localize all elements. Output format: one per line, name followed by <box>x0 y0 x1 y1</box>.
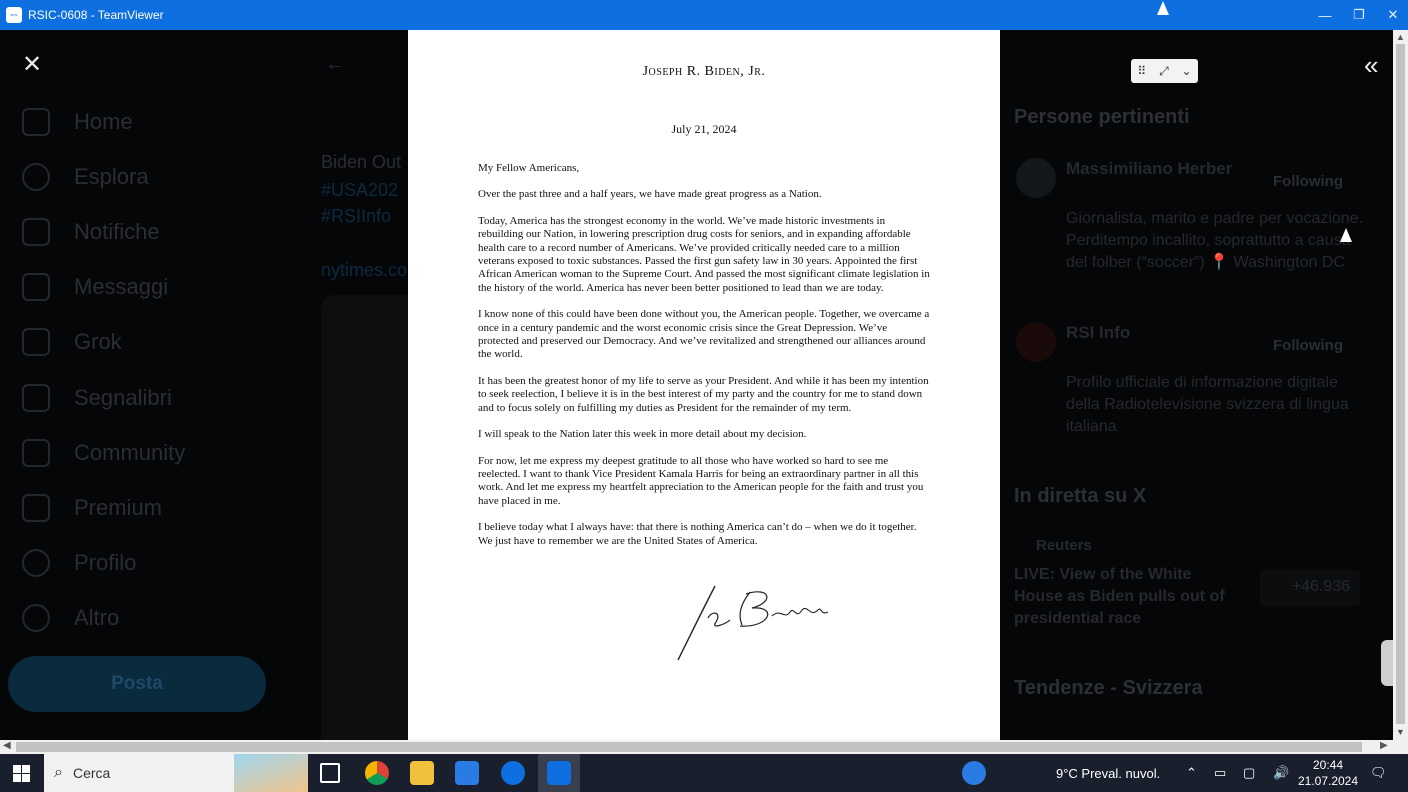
scroll-down-icon[interactable]: ▼ <box>1396 727 1405 737</box>
drag-handle-icon[interactable]: ⠿ <box>1137 64 1147 78</box>
fullscreen-icon[interactable]: ⤢ <box>1159 63 1169 78</box>
bell-icon <box>22 218 50 246</box>
letter-paragraph: I know none of this could have been done without you, the American people. Together, we overcame a once in a century pandemic and the worst economic crisis since the Great Depression. We’ve protected and preserved our Democracy. And we’ve revitalized and strengthened our alliances around the world. <box>478 308 930 361</box>
minimize-icon[interactable]: — <box>1318 7 1332 23</box>
search-icon: ⌕ <box>54 764 63 781</box>
clock[interactable] <box>1297 754 1359 792</box>
task-view-icon[interactable] <box>320 763 340 783</box>
person-name[interactable]: RSI Info <box>1066 323 1131 342</box>
chevron-up-icon[interactable]: ⌃ <box>1186 765 1197 780</box>
nav-label: Profilo <box>74 550 137 575</box>
letter-paragraph: I will speak to the Nation later this week in more detail about my decision. <box>478 428 807 441</box>
vertical-scrollbar[interactable] <box>1393 30 1408 740</box>
nav-label: Grok <box>74 329 122 354</box>
nav-bookmarks[interactable] <box>22 378 172 418</box>
nav-more[interactable] <box>22 598 119 638</box>
search-icon <box>22 163 50 191</box>
grok-icon <box>22 328 50 356</box>
letter-paragraph: For now, let me express my deepest gratitude to all those who have worked so hard to see me reelected. I want to thank Vice President Kamala Harris for being an extraordinary partner in all this work. And let me express my heartfelt appreciation to the American people for the faith and trust you have placed in me. <box>478 454 924 507</box>
person-name[interactable]: Massimiliano Herber <box>1066 159 1233 178</box>
search-label: Cerca <box>72 765 111 781</box>
network-icon[interactable]: ▢ <box>1243 765 1256 780</box>
person-bio: Profilo ufficiale di informazione digitale della Radiotelevisione svizzera di lingua italiana <box>1066 374 1349 435</box>
clock-time: 20:44 <box>1312 758 1344 772</box>
letter-paragraph: It has been the greatest honor of my life to serve as your President. And while it has been my intention to seek reelection, I believe it is in the best interest of my party and the country for me to stand down and to focus solely on fulfilling my duties as President for the remainder of my term. <box>478 374 929 414</box>
collapse-panel-icon[interactable]: « <box>1364 50 1379 80</box>
active-app-highlight[interactable] <box>538 754 580 792</box>
nav-label: Altro <box>74 605 120 630</box>
window-titlebar <box>0 0 1408 30</box>
signature <box>670 580 840 670</box>
nav-messages[interactable] <box>22 267 168 307</box>
taskbar-search[interactable] <box>44 754 308 792</box>
nav-label: Segnalibri <box>74 385 172 410</box>
scroll-right-icon[interactable]: ▶ <box>1380 740 1388 751</box>
letter-paragraph: Today, America has the strongest economy in the world. We’ve made historic investments in rebuilding our Nation, in lowering prescription drug costs for seniors, and in expanding affordable health care to a record number of Americans. We’ve provided critically needed care to a million veterans exposed to toxic substances. Passed the first gun safety law in 30 years. Appointed the first African American woman to the Supreme Court. And passed the most significant climate legislation in the history of the world. America has never been better positioned to lead than we are today. <box>478 214 930 294</box>
notifications-icon[interactable]: 🗨 <box>1370 765 1387 780</box>
live-heading: In diretta su X <box>1014 485 1147 507</box>
scroll-thumb[interactable] <box>16 742 1362 752</box>
close-media-icon[interactable]: ✕ <box>22 51 43 78</box>
letter-body <box>478 162 930 561</box>
trends-heading: Tendenze - Svizzera <box>1014 677 1203 699</box>
side-tab[interactable] <box>1381 640 1393 686</box>
clock-date: 21.07.2024 <box>1297 774 1359 788</box>
battery-icon[interactable]: ▭ <box>1214 765 1227 780</box>
nav-label: Esplora <box>74 164 149 189</box>
window-title: RSIC-0608 - TeamViewer <box>28 8 164 22</box>
letter-paragraph: I believe today what I always have: that there is nothing America can’t do – when we do it together. We just have to remember we are the United States of America. <box>478 521 917 547</box>
more-icon <box>22 604 50 632</box>
letter-image <box>408 30 1000 740</box>
post-button[interactable]: Posta <box>8 656 266 712</box>
file-explorer-icon[interactable] <box>410 761 434 785</box>
right-sidebar <box>1000 30 1393 740</box>
bookmark-icon <box>22 384 50 412</box>
weather[interactable]: 9°C Preval. nuvol. <box>1056 765 1161 781</box>
live-title[interactable]: LIVE: View of the White House as Biden pulls out of presidential race <box>1014 566 1225 627</box>
remote-screen[interactable] <box>0 30 1393 740</box>
start-windows-icon[interactable] <box>13 765 30 782</box>
nav-label: Notifiche <box>74 219 160 244</box>
x-logo-icon <box>22 494 50 522</box>
profile-icon <box>22 549 50 577</box>
nav-notifications[interactable] <box>22 212 160 252</box>
teamviewer-session-icon <box>547 761 571 785</box>
teamviewer-icon[interactable] <box>501 761 525 785</box>
back-arrow-icon[interactable]: ← <box>325 53 345 75</box>
hashtag-fragment[interactable]: #USA202 <box>321 180 399 200</box>
nav-explore[interactable] <box>22 157 149 197</box>
help-icon[interactable] <box>962 761 986 785</box>
teamviewer-toolbar[interactable] <box>1131 59 1198 83</box>
chrome-icon[interactable] <box>365 761 389 785</box>
avatar[interactable] <box>1016 158 1056 198</box>
letter-date: July 21, 2024 <box>671 122 737 136</box>
taskbar <box>0 754 1408 792</box>
nav-grok[interactable] <box>22 322 122 362</box>
close-window-icon[interactable]: ✕ <box>1387 7 1399 22</box>
letter-salutation: My Fellow Americans, <box>478 162 580 174</box>
volume-icon[interactable]: 🔊 <box>1273 765 1290 780</box>
teamviewer-logo-icon: ⇔ <box>6 7 22 23</box>
letter-paragraph: Over the past three and a half years, we have made great progress as a Nation. <box>478 188 822 201</box>
scroll-thumb[interactable] <box>1396 44 1405 724</box>
hashtag-fragment[interactable]: #RSIInfo <box>321 206 392 226</box>
scroll-up-icon[interactable]: ▲ <box>1396 32 1405 42</box>
mouse-cursor-icon <box>1340 228 1352 242</box>
link-fragment[interactable]: nytimes.co <box>321 260 408 280</box>
restore-icon[interactable]: ❐ <box>1353 7 1365 22</box>
nav-community[interactable] <box>22 433 185 473</box>
remote-cursor-icon <box>1157 1 1169 15</box>
nav-label: Messaggi <box>74 274 169 299</box>
horizontal-scrollbar[interactable] <box>0 740 1408 754</box>
community-icon <box>22 439 50 467</box>
nav-profile[interactable] <box>22 543 136 583</box>
following-button[interactable]: Following <box>1273 336 1343 354</box>
mail-icon <box>22 273 50 301</box>
live-listener-count: +46.936 <box>1260 570 1360 606</box>
chevron-down-icon[interactable]: ⌄ <box>1181 64 1192 78</box>
media-card <box>321 295 411 740</box>
post-text-fragment: Biden Out <box>321 152 402 172</box>
search-highlight-image <box>234 754 308 792</box>
letter-heading: Joseph R. Biden, Jr. <box>642 64 766 79</box>
people-heading: Persone pertinenti <box>1014 106 1190 128</box>
nav-label: Premium <box>74 495 163 520</box>
nav-home[interactable] <box>22 102 133 142</box>
nav-label: Community <box>74 440 186 465</box>
nav-premium[interactable] <box>22 488 162 528</box>
person-bio: Giornalista, marito e padre per vocazione. Perditempo incallito, soprattutto a causa del folber (“soccer”) 📍 Washington DC <box>1066 210 1364 271</box>
home-icon <box>22 108 50 136</box>
avatar[interactable] <box>1016 322 1056 362</box>
nav-label: Home <box>74 109 133 134</box>
store-icon[interactable] <box>455 761 479 785</box>
following-button[interactable]: Following <box>1273 172 1343 190</box>
scroll-left-icon[interactable]: ◀ <box>3 740 11 751</box>
live-source[interactable]: Reuters <box>1036 537 1092 554</box>
